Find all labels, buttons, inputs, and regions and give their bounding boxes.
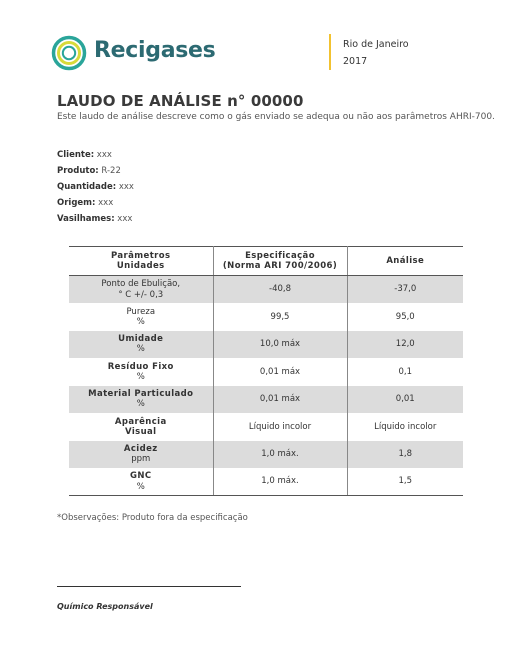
table-header-row [69, 247, 463, 276]
city: Rio de Janeiro [343, 39, 409, 50]
result-cell: 95,0 [395, 311, 415, 322]
param-cell: Umidade % [69, 331, 213, 359]
info-product [57, 166, 121, 176]
param-cell: Pureza % [69, 303, 213, 331]
result-cell: 1,8 [347, 441, 463, 469]
param-cell: Acidez ppm [69, 441, 213, 469]
info-origin [57, 198, 113, 208]
signature-label: Químico Responsável [57, 602, 153, 611]
brand-name: Recigases [94, 38, 216, 63]
table-row [69, 468, 463, 496]
param-cell: Ponto de Ebulição, ° C +/- 0,3 [69, 276, 213, 304]
observations: *Observações: Produto fora da especificação [57, 513, 248, 523]
info-label: Cliente: [57, 150, 95, 160]
info-containers [57, 214, 132, 224]
recigases-logo-icon [51, 35, 87, 71]
spec-cell: 0,01 máx [213, 386, 347, 414]
spec-cell: 1,0 máx. [213, 468, 347, 496]
result-cell: 1,5 [347, 468, 463, 496]
info-label: Quantidade: [57, 182, 117, 192]
table-row [69, 358, 463, 386]
info-label: Origem: [57, 198, 96, 208]
spec-cell: 99,5 [213, 303, 347, 331]
result-cell: Líquido incolor [374, 421, 437, 432]
param-cell: GNC % [69, 468, 213, 496]
report-subtitle: Este laudo de análise descreve como o gás enviado se adequa ou não aos parâmetros AHRI-700. [57, 112, 495, 122]
info-client [57, 150, 112, 160]
header-divider [329, 34, 331, 70]
result-cell: 0,1 [398, 366, 413, 377]
spec-cell: -40,8 [213, 276, 347, 304]
analysis-table [69, 246, 463, 496]
info-label: Produto: [57, 166, 99, 176]
spec-cell: 1,0 máx. [213, 441, 347, 469]
header-analysis: Análise [347, 247, 463, 276]
table-row [69, 331, 463, 359]
year: 2017 [343, 56, 368, 67]
signature-line [57, 586, 241, 587]
table-row [69, 276, 463, 304]
param-cell: Resíduo Fixo % [69, 358, 213, 386]
info-quantity [57, 182, 134, 192]
param-cell: Material Particulado % [69, 386, 213, 414]
header-parameters: Parâmetros Unidades [69, 247, 213, 276]
table-row [69, 386, 463, 414]
info-label: Vasilhames: [57, 214, 115, 224]
info-value: xxx [114, 214, 133, 224]
info-value: xxx [116, 182, 134, 192]
param-cell: Aparência Visual [69, 413, 213, 441]
table-row [69, 303, 463, 331]
result-cell: 0,01 [347, 386, 463, 414]
report-title: LAUDO DE ANÁLISE n° 00000 [57, 92, 304, 110]
spec-cell: 0,01 máx [213, 358, 347, 386]
table-row [69, 413, 463, 441]
result-cell: -37,0 [347, 276, 463, 304]
table-row [69, 441, 463, 469]
spec-cell: Líquido incolor [213, 413, 347, 441]
info-value: xxx [95, 198, 114, 208]
result-cell: 12,0 [347, 331, 463, 359]
info-value: R-22 [98, 166, 121, 176]
spec-cell: 10,0 máx [213, 331, 347, 359]
info-value: xxx [94, 150, 112, 160]
header-specification: Especificação (Norma ARI 700/2006) [213, 247, 347, 276]
